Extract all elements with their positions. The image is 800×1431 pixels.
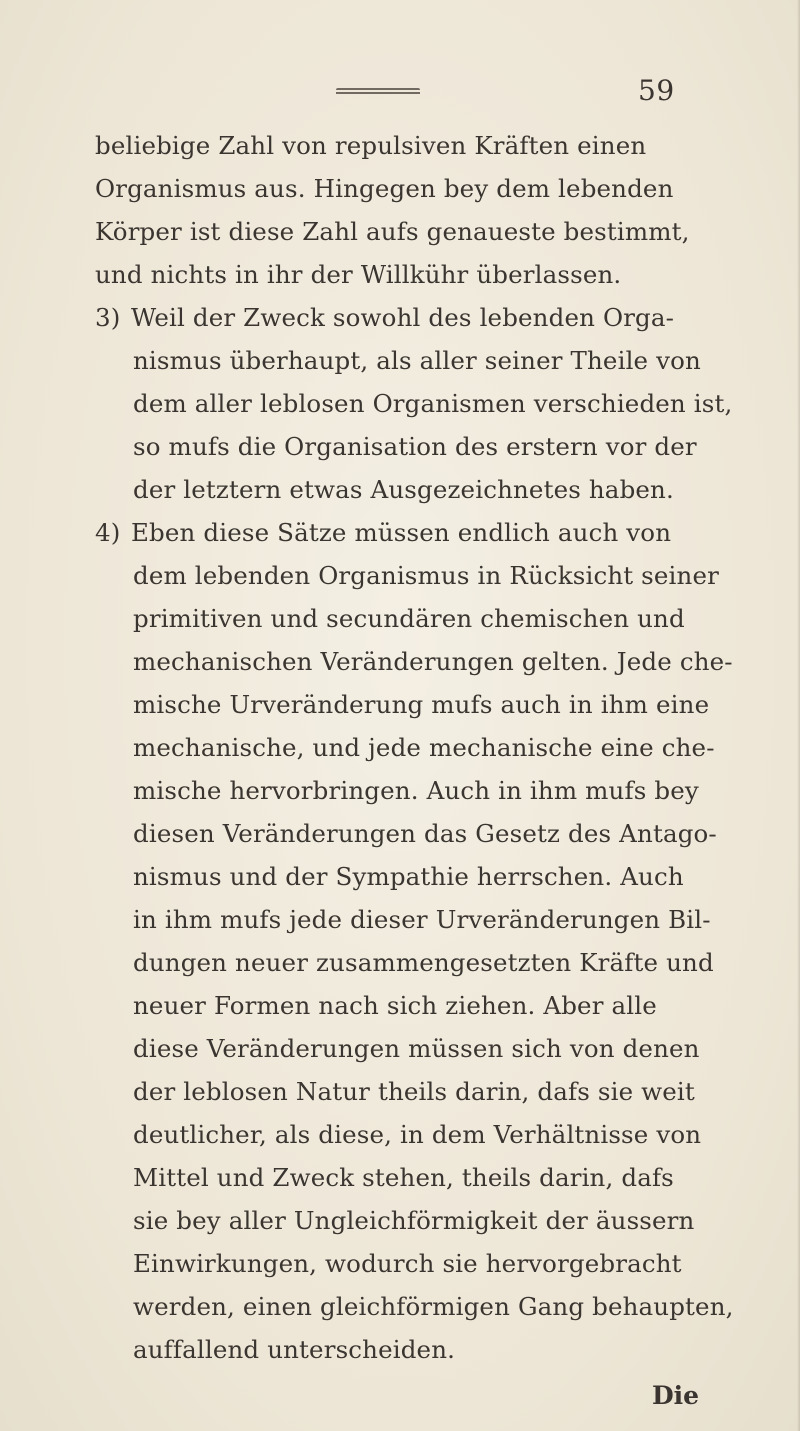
text-line-14: mische Urveränderung mufs auch in ihm eine <box>133 690 710 719</box>
text-line-5: Weil der Zweck sowohl des lebenden Orga- <box>131 303 675 332</box>
text-line-2: Organismus aus. Hingegen bey dem lebenden <box>95 174 674 203</box>
text-line-21: neuer Formen nach sich ziehen. Aber alle <box>133 991 657 1020</box>
text-line-28: werden, einen gleichförmigen Gang behaupten, <box>133 1292 734 1321</box>
text-line-19: in ihm mufs jede dieser Urveränderungen Bil- <box>133 905 711 934</box>
text-line-12: primitiven und secundären chemischen und <box>133 604 685 633</box>
text-line-7: dem aller leblosen Organismen verschieden ist, <box>133 389 733 418</box>
text-line-3: Körper ist diese Zahl aufs genaueste bestimmt, <box>95 217 690 246</box>
text-line-13: mechanischen Veränderungen gelten. Jede che- <box>133 647 733 676</box>
text-line-22: diese Veränderungen müssen sich von denen <box>133 1034 700 1063</box>
page-number: 59 <box>638 74 675 107</box>
text-line-24: deutlicher, als diese, in dem Verhältnisse von <box>133 1120 702 1149</box>
item-number-3: 3) <box>95 303 121 332</box>
text-line-20: dungen neuer zusammengesetzten Kräfte und <box>133 948 714 977</box>
header-rule <box>336 88 420 96</box>
text-line-4: und nichts in ihr der Willkühr überlassen. <box>95 260 622 289</box>
text-line-8: so mufs die Organisation des erstern vor der <box>133 432 697 461</box>
text-line-6: nismus überhaupt, als aller seiner Theile von <box>133 346 701 375</box>
text-line-26: sie bey aller Ungleichförmigkeit der äussern <box>133 1206 695 1235</box>
text-line-23: der leblosen Natur theils darin, dafs sie weit <box>133 1077 695 1106</box>
text-line-29: auffallend unterscheiden. <box>133 1335 456 1364</box>
text-line-11: dem lebenden Organismus in Rücksicht seiner <box>133 561 719 590</box>
paragraph-3-first-line <box>95 303 675 332</box>
text-line-25: Mittel und Zweck stehen, theils darin, dafs <box>133 1163 674 1192</box>
text-line-10: Eben diese Sätze müssen endlich auch von <box>131 518 672 547</box>
text-line-15: mechanische, und jede mechanische eine che- <box>133 733 715 762</box>
text-line-1: beliebige Zahl von repulsiven Kräften einen <box>95 131 647 160</box>
text-line-17: diesen Veränderungen das Gesetz des Antago- <box>133 819 717 848</box>
text-line-16: mische hervorbringen. Auch in ihm mufs bey <box>133 776 699 805</box>
text-line-9: der letztern etwas Ausgezeichnetes haben. <box>133 475 674 504</box>
text-line-18: nismus und der Sympathie herrschen. Auch <box>133 862 684 891</box>
text-line-27: Einwirkungen, wodurch sie hervorgebracht <box>133 1249 682 1278</box>
catchword: Die <box>652 1381 700 1410</box>
paragraph-4-first-line <box>95 518 672 547</box>
item-number-4: 4) <box>95 518 121 547</box>
